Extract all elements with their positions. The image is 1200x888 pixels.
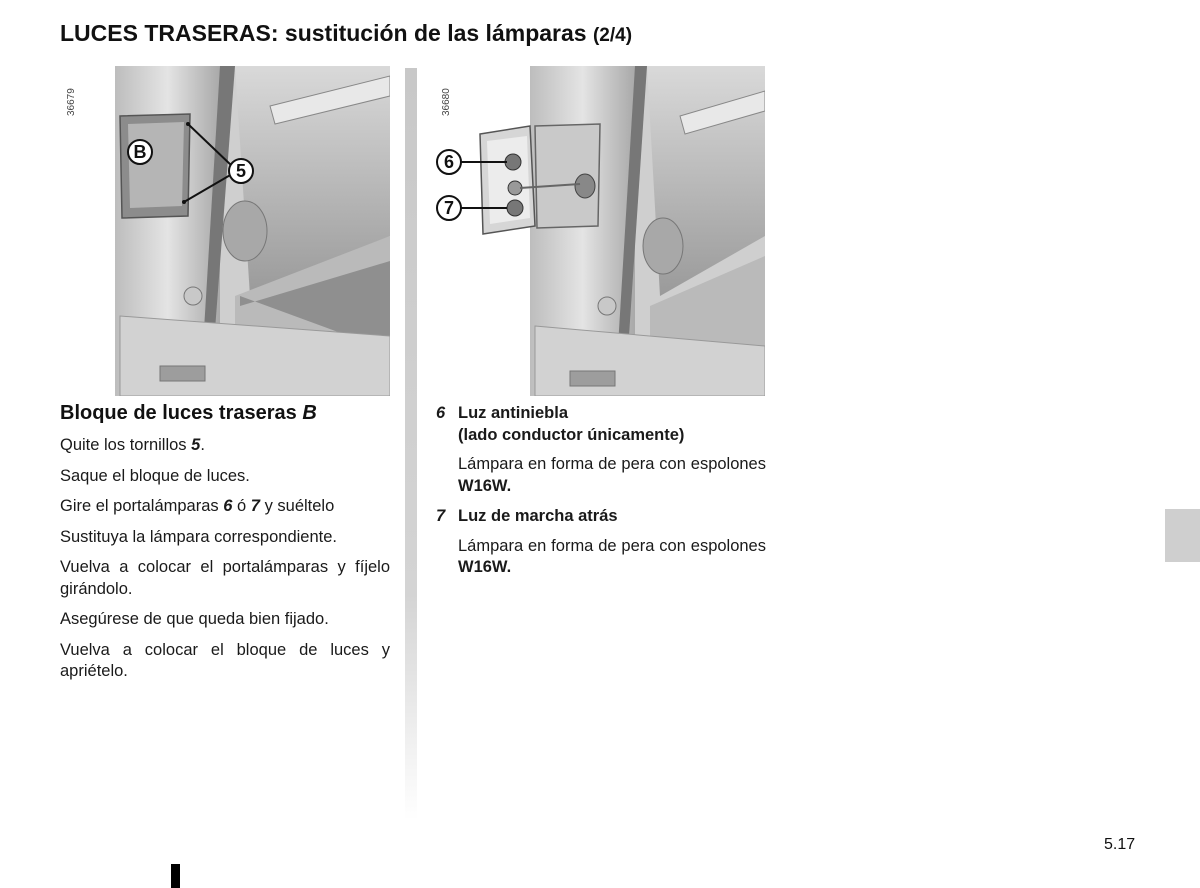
bulb-type: W16W. — [458, 476, 512, 495]
legend-description — [458, 454, 766, 497]
section-heading-ref: B — [302, 402, 317, 424]
callouts-left — [60, 66, 390, 396]
step-3-text: Gire el portalámparas — [60, 497, 224, 515]
legend-column — [436, 403, 766, 588]
legend-desc-text: Lámpara en forma de pera con espolones — [458, 536, 766, 555]
legend-item-6 — [436, 403, 766, 497]
crop-mark — [171, 864, 180, 888]
callout-6 — [437, 150, 461, 174]
instructions-column — [60, 435, 390, 692]
callout-b-label: B — [133, 142, 147, 162]
callout-5-label: 5 — [235, 161, 247, 181]
chapter-tab-marker — [1165, 509, 1200, 562]
legend-number: 7 — [436, 507, 446, 525]
legend-title: Luz antiniebla — [458, 404, 569, 422]
page-title — [60, 20, 632, 47]
title-main: LUCES TRASERAS: sustitución de las lámparas — [60, 20, 587, 46]
step-2: Saque el bloque de luces. — [60, 466, 250, 485]
step-5: Vuelva a colocar el portalámparas y fíjelo girándolo. — [60, 558, 390, 598]
figure-lamp-holders — [435, 66, 765, 396]
step-1-ref: 5 — [191, 436, 201, 454]
legend-item-7 — [436, 506, 766, 579]
figure-tail-light-block — [60, 66, 390, 396]
step-3-ref-b: 7 — [250, 497, 260, 515]
step-6: Asegúrese de que queda bien fijado. — [60, 610, 329, 628]
title-part: (2/4) — [592, 25, 633, 46]
section-heading-text: Bloque de luces traseras — [60, 402, 297, 424]
legend-number: 6 — [436, 404, 446, 422]
legend-subtitle: (lado conductor únicamente) — [458, 425, 685, 444]
legend-description — [458, 536, 766, 579]
section-heading — [60, 402, 317, 425]
step-1 — [60, 435, 390, 457]
column-divider — [405, 68, 417, 820]
callouts-right — [435, 66, 765, 396]
step-7: Vuelva a colocar el bloque de luces y apriételo. — [60, 640, 390, 680]
page-number: 5.17 — [1104, 836, 1136, 853]
step-3-end: y suéltelo — [259, 497, 335, 515]
figure-code: 36679 — [66, 88, 77, 116]
callout-b — [128, 140, 152, 164]
step-1-text: Quite los tornillos — [60, 436, 192, 454]
bulb-type: W16W. — [458, 558, 512, 576]
step-3-ref-a: 6 — [223, 497, 233, 515]
figure-code-right: 36680 — [441, 88, 452, 116]
legend-desc-text: Lámpara en forma de pera con espolones — [458, 455, 766, 473]
callout-7-label: 7 — [443, 198, 455, 218]
step-3-middle: ó — [232, 497, 251, 515]
callout-6-label: 6 — [443, 152, 455, 172]
callout-5 — [229, 159, 253, 183]
step-4: Sustituya la lámpara correspondiente. — [60, 527, 337, 546]
callout-7 — [437, 196, 461, 220]
step-3 — [60, 496, 390, 518]
step-1-end: . — [200, 436, 205, 454]
legend-title: Luz de marcha atrás — [458, 507, 618, 525]
